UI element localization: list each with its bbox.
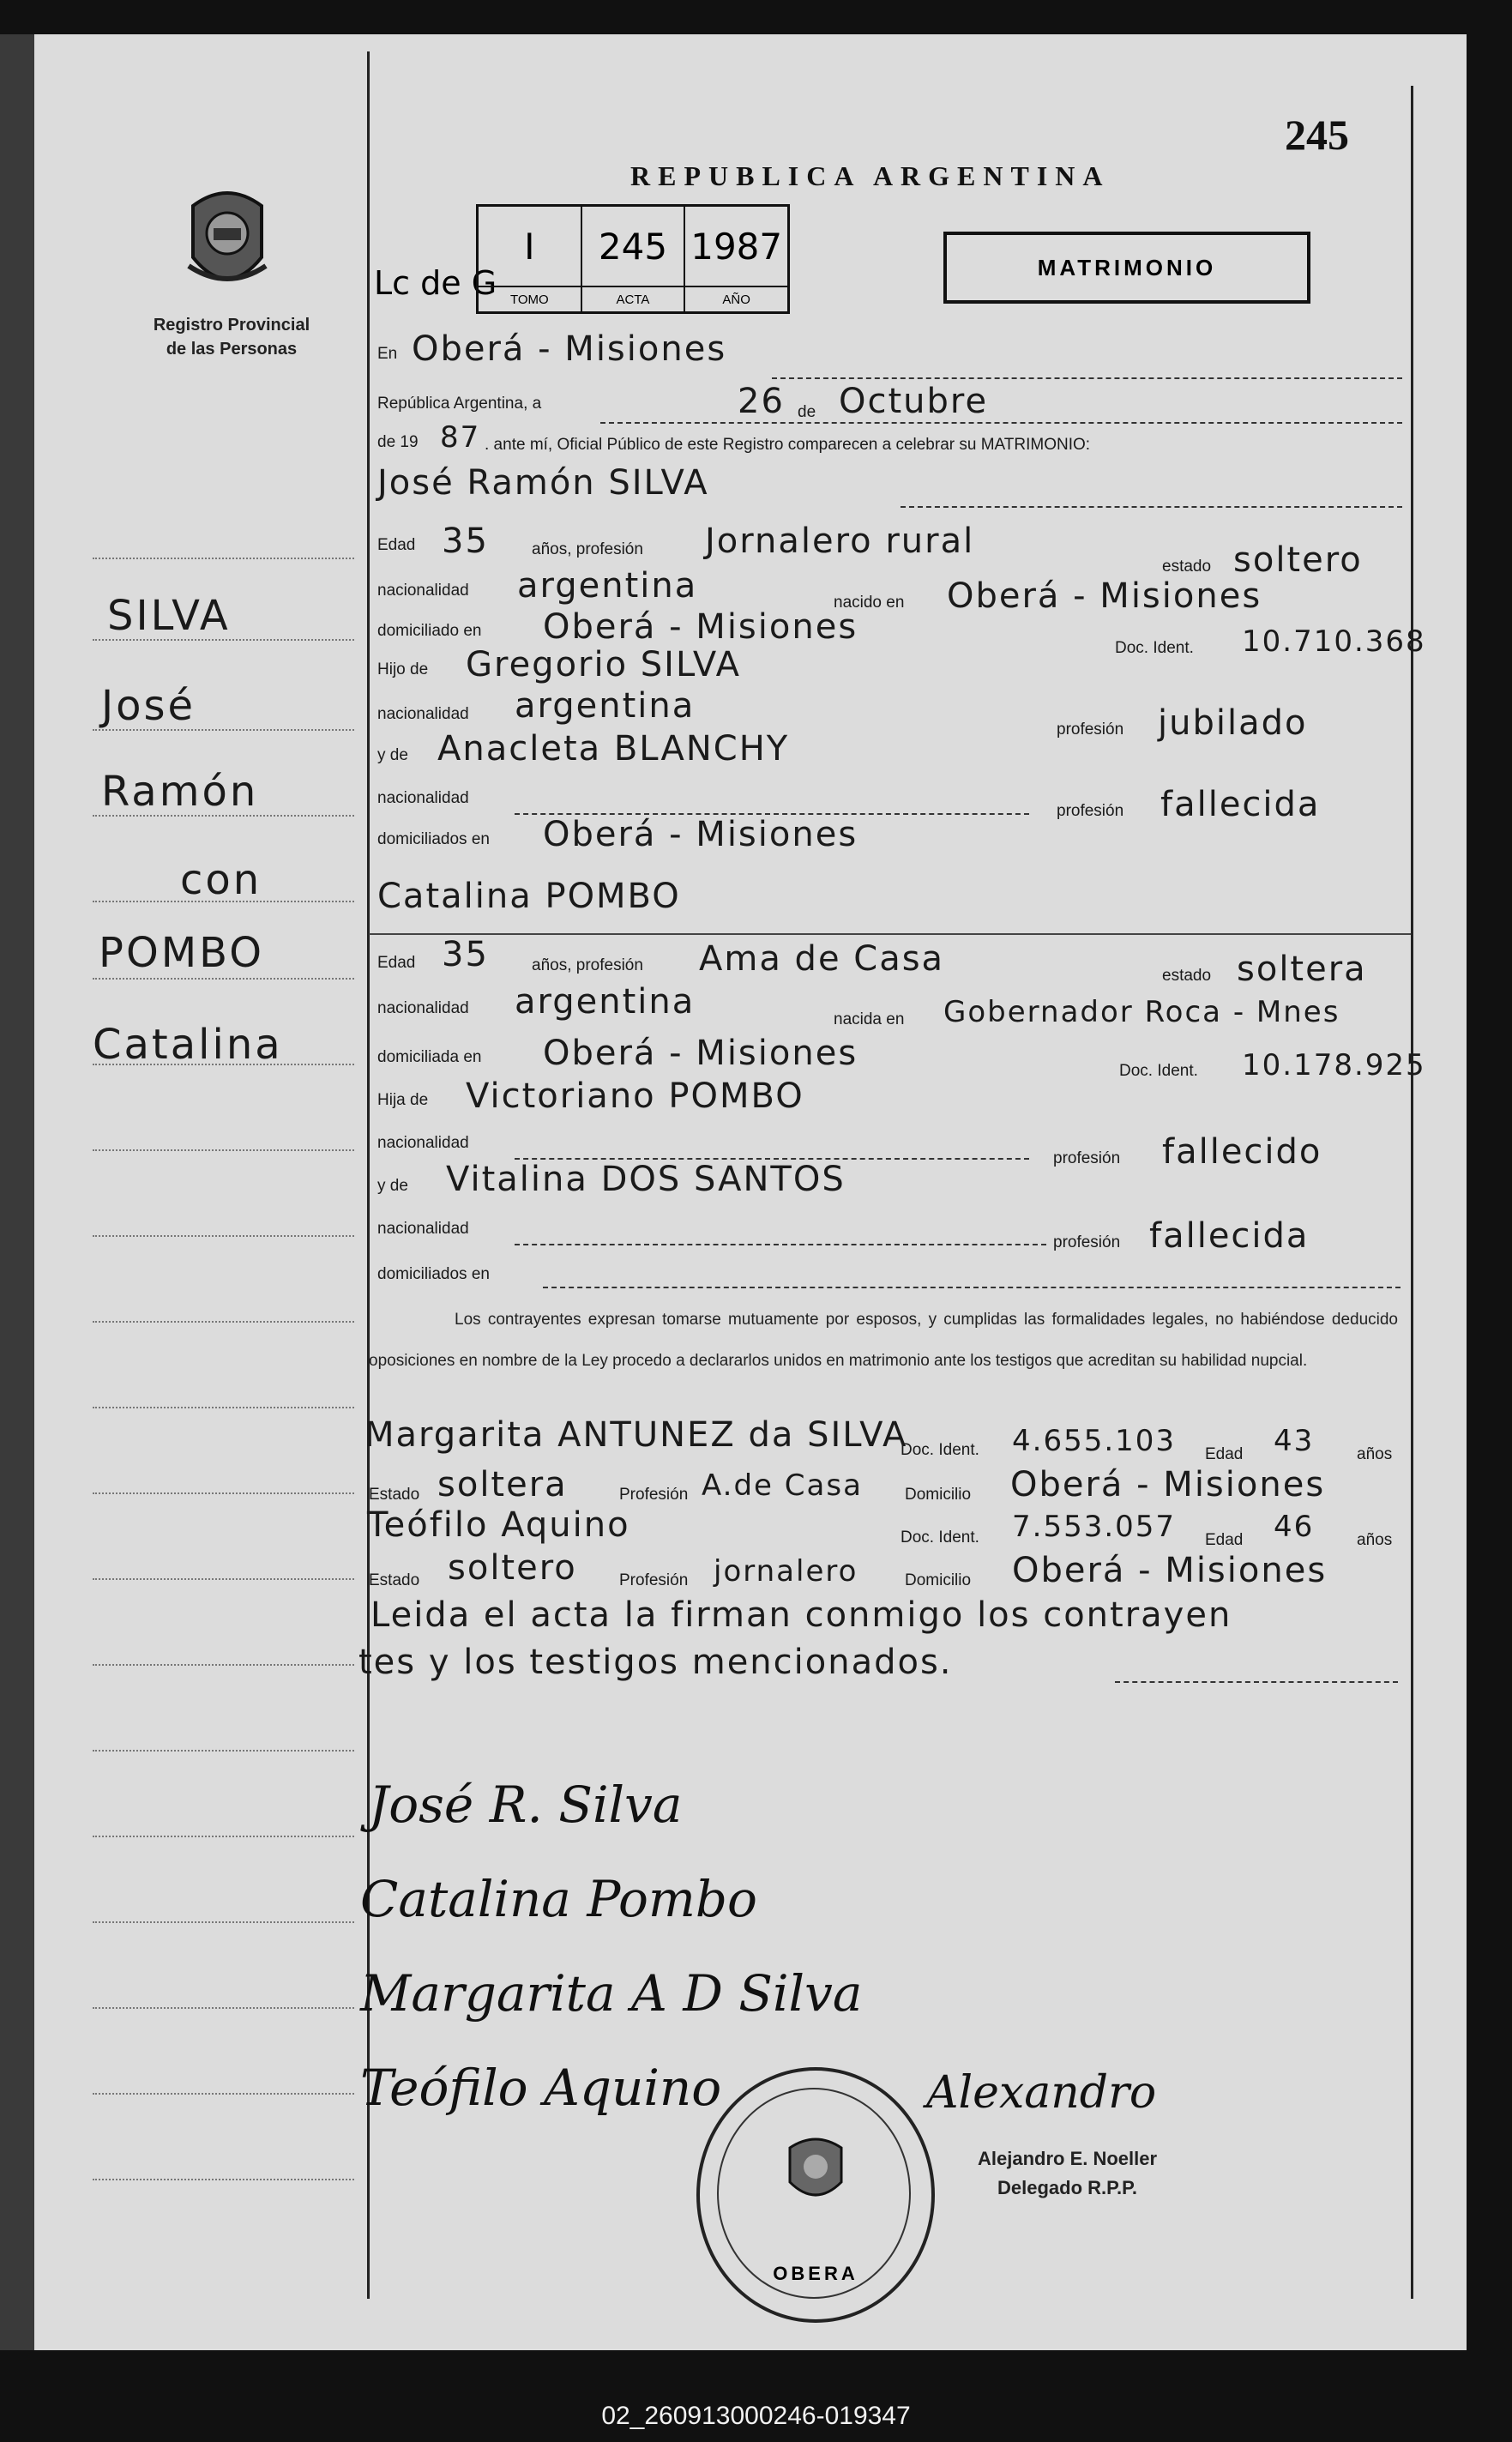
- margin-rule-line: [93, 1836, 354, 1837]
- margin-rule-line: [93, 2007, 354, 2009]
- section-divider: [369, 933, 1411, 935]
- marriage-year: 87: [440, 420, 481, 455]
- official-name: Alejandro E. Noeller: [978, 2148, 1158, 2169]
- margin-name: SILVA: [107, 592, 231, 640]
- signature-witness-1: Margarita A D Silva: [360, 1964, 863, 2023]
- bride-mother: Vitalina DOS SANTOS: [446, 1160, 846, 1199]
- witness2-doc-label: Doc. Ident.: [901, 1529, 979, 1547]
- bride-mother-nat-label: nacionalidad: [377, 1220, 469, 1238]
- bride-doc: 10.178.925: [1242, 1048, 1426, 1082]
- margin-rule-line: [93, 558, 354, 559]
- groom-mother-profession: fallecida: [1160, 785, 1321, 824]
- stamp-emblem-icon: [781, 2131, 850, 2208]
- marriage-place: Oberá - Misiones: [412, 329, 727, 369]
- official-block: [978, 2144, 1157, 2203]
- groom-yde-label: y de: [377, 746, 408, 764]
- groom-hijo-label: Hijo de: [377, 660, 429, 678]
- groom-prof-label: años, profesión: [532, 540, 643, 558]
- fill-line: [600, 422, 1402, 424]
- bride-father-prof-label: profesión: [1053, 1149, 1121, 1167]
- marriage-day: 26: [738, 382, 785, 421]
- tomo-label: TOMO: [479, 286, 581, 311]
- margin-rule-line: [93, 815, 354, 817]
- witness1-edad-label: Edad: [1205, 1445, 1244, 1463]
- image-identifier: 02_260913000246-019347: [601, 2402, 911, 2430]
- witness2-profesion-label: Profesión: [619, 1571, 689, 1589]
- witness1-estado-label: Estado: [369, 1486, 420, 1504]
- witness1-domicile: Oberá - Misiones: [1010, 1465, 1326, 1504]
- closing-line-2: tes y los testigos mencionados.: [358, 1643, 953, 1682]
- margin-name: Ramón: [101, 768, 259, 816]
- fill-line: [901, 506, 1402, 508]
- witness1-name: Margarita ANTUNEZ da SILVA: [364, 1415, 908, 1455]
- bride-age: 35: [442, 935, 489, 974]
- bride-mother-prof-label: profesión: [1053, 1233, 1121, 1251]
- acta-cell: [582, 207, 686, 311]
- fill-line: [772, 377, 1402, 379]
- intro-statement: . ante mí, Oficial Público de este Registro comparecen a celebrar su MATRIMONIO:: [485, 436, 1091, 454]
- groom-domicile: Oberá - Misiones: [543, 607, 858, 647]
- signature-groom: José R. Silva: [369, 1776, 683, 1834]
- groom-doc: 10.710.368: [1242, 624, 1426, 659]
- groom-parents-dom-label: domiciliados en: [377, 830, 490, 848]
- groom-mother-prof-label: profesión: [1057, 802, 1124, 820]
- document-title: REPUBLICA ARGENTINA: [630, 160, 1111, 191]
- groom-father-nat-label: nacionalidad: [377, 705, 469, 723]
- margin-rule-line: [93, 1321, 354, 1323]
- act-type-label: MATRIMONIO: [1037, 254, 1217, 280]
- bride-estado-label: estado: [1162, 967, 1212, 985]
- margin-name: Catalina: [93, 1021, 283, 1069]
- bride-profession: Ama de Casa: [699, 939, 945, 979]
- bride-yde-label: y de: [377, 1177, 408, 1195]
- bride-doc-label: Doc. Ident.: [1119, 1062, 1198, 1080]
- margin-name: POMBO: [99, 929, 265, 977]
- groom-birthplace: Oberá - Misiones: [947, 576, 1262, 616]
- tomo-cell: [479, 207, 582, 311]
- year-prefix: de 19: [377, 433, 419, 451]
- groom-name: José Ramón SILVA: [377, 463, 709, 503]
- witness2-status: soltero: [448, 1548, 577, 1588]
- bride-father-profession: fallecido: [1162, 1132, 1322, 1172]
- bride-father-nat-label: nacionalidad: [377, 1134, 469, 1152]
- margin-rule-line: [93, 639, 354, 641]
- margin-rule-line: [93, 1664, 354, 1666]
- fill-line: [543, 1287, 1401, 1288]
- groom-mother: Anacleta BLANCHY: [437, 729, 790, 769]
- margin-rule-line: [93, 2179, 354, 2180]
- margin-rule-line: [93, 1407, 354, 1408]
- margin-name: José: [101, 682, 196, 730]
- margin-rule-line: [93, 1921, 354, 1923]
- official-signature: Alexandro: [926, 2067, 1157, 2119]
- bride-nationality: argentina: [515, 982, 696, 1022]
- official-stamp: [696, 2067, 935, 2323]
- coat-of-arms-icon: [176, 180, 279, 300]
- groom-father-profession: jubilado: [1158, 703, 1308, 743]
- witness2-name: Teófilo Aquino: [367, 1505, 630, 1545]
- witness1-profession: A.de Casa: [702, 1468, 863, 1503]
- groom-father-nationality: argentina: [515, 686, 696, 726]
- groom-status: soltero: [1233, 540, 1363, 580]
- margin-rule-line: [93, 1750, 354, 1752]
- tomo-value: I: [524, 225, 535, 268]
- margin-rule-line: [93, 1492, 354, 1494]
- en-label: En: [377, 345, 398, 363]
- margin-rule-line: [93, 729, 354, 731]
- groom-mother-nat-label: nacionalidad: [377, 789, 469, 807]
- act-type-box: [943, 232, 1310, 304]
- stamp-city: OBERA: [773, 2263, 858, 2284]
- witness1-status: soltera: [437, 1465, 568, 1504]
- margin-name: con: [180, 856, 262, 904]
- acta-label: ACTA: [582, 286, 684, 311]
- registration-table: [476, 204, 790, 314]
- bride-nacida-label: nacida en: [834, 1010, 905, 1028]
- groom-father: Gregorio SILVA: [466, 645, 742, 684]
- groom-parents-domicile: Oberá - Misiones: [543, 815, 858, 854]
- de-label: de: [798, 403, 816, 421]
- registry-name: Registro Provincial de las Personas: [153, 316, 310, 359]
- formal-declaration: Los contrayentes expresan tomarse mutuamente por esposos, y cumplidas las formalidades legales, no habiéndose deducido oposiciones en nombre de la Ley procedo a declararlos unidos en matrimonio ante los testigos que acreditan su habilidad nupcial.: [369, 1311, 1398, 1370]
- bride-mother-profession: fallecida: [1149, 1216, 1310, 1256]
- bride-parents-dom-label: domiciliados en: [377, 1265, 490, 1283]
- page-number: 245: [1285, 111, 1349, 159]
- bride-edad-label: Edad: [377, 954, 416, 972]
- groom-doc-label: Doc. Ident.: [1115, 639, 1194, 657]
- margin-rule-line: [93, 1064, 354, 1065]
- bride-domicile: Oberá - Misiones: [543, 1034, 858, 1073]
- official-title: Delegado R.P.P.: [997, 2177, 1138, 2198]
- bride-birthplace: Gobernador Roca - Mnes: [943, 995, 1340, 1029]
- margin-rule-line: [93, 1578, 354, 1580]
- groom-dom-label: domiciliado en: [377, 622, 482, 640]
- witness2-domicilio-label: Domicilio: [905, 1571, 972, 1589]
- margin-rule-line: [93, 1235, 354, 1237]
- margin-rule: [367, 51, 370, 2299]
- witness2-profession: jornalero: [714, 1554, 858, 1589]
- fill-line: [1115, 1681, 1398, 1683]
- groom-nac-label: nacionalidad: [377, 582, 469, 600]
- ano-cell: [685, 207, 787, 311]
- bride-status: soltera: [1237, 950, 1367, 989]
- book-spine: [0, 34, 34, 2350]
- margin-rule-line: [93, 901, 354, 902]
- closing-line-1: Leida el acta la firman conmigo los contrayen: [370, 1595, 1232, 1635]
- ano-label: AÑO: [685, 286, 787, 311]
- groom-father-prof-label: profesión: [1057, 721, 1124, 739]
- groom-profession: Jornalero rural: [705, 522, 975, 561]
- witness1-profesion-label: Profesión: [619, 1486, 689, 1504]
- witness2-edad-label: Edad: [1205, 1531, 1244, 1549]
- witness1-doc: 4.655.103: [1012, 1424, 1177, 1458]
- signature-witness-2: Teófilo Aquino: [360, 2059, 722, 2117]
- witness2-age: 46: [1274, 1510, 1315, 1544]
- groom-estado-label: estado: [1162, 558, 1212, 576]
- witness1-domicilio-label: Domicilio: [905, 1486, 972, 1504]
- bride-dom-label: domiciliada en: [377, 1048, 482, 1066]
- witness2-domicile: Oberá - Misiones: [1012, 1551, 1328, 1590]
- witness2-anos-label: años: [1357, 1531, 1393, 1549]
- witness1-age: 43: [1274, 1424, 1315, 1458]
- witness1-doc-label: Doc. Ident.: [901, 1441, 979, 1459]
- ano-value: 1987: [690, 225, 783, 268]
- bride-father: Victoriano POMBO: [466, 1076, 804, 1116]
- margin-rule-line: [93, 1149, 354, 1151]
- groom-nacido-label: nacido en: [834, 594, 905, 612]
- witness1-anos-label: años: [1357, 1445, 1393, 1463]
- fill-line: [515, 1244, 1046, 1245]
- book-code: Lc de G: [374, 264, 497, 302]
- groom-edad-label: Edad: [377, 536, 416, 554]
- bride-hija-label: Hija de: [377, 1091, 429, 1109]
- margin-rule-line: [93, 978, 354, 980]
- marriage-month: Octubre: [839, 382, 989, 421]
- acta-value: 245: [598, 225, 668, 268]
- signature-bride: Catalina Pombo: [360, 1870, 757, 1928]
- margin-rule-line: [93, 2093, 354, 2095]
- bride-prof-label: años, profesión: [532, 956, 643, 974]
- witness2-estado-label: Estado: [369, 1571, 420, 1589]
- bride-name: Catalina POMBO: [377, 877, 681, 916]
- right-rule: [1411, 86, 1413, 2299]
- bride-nac-label: nacionalidad: [377, 999, 469, 1017]
- witness2-doc: 7.553.057: [1012, 1510, 1177, 1544]
- groom-nationality: argentina: [517, 566, 698, 606]
- groom-age: 35: [442, 522, 489, 561]
- republica-label: República Argentina, a: [377, 395, 542, 413]
